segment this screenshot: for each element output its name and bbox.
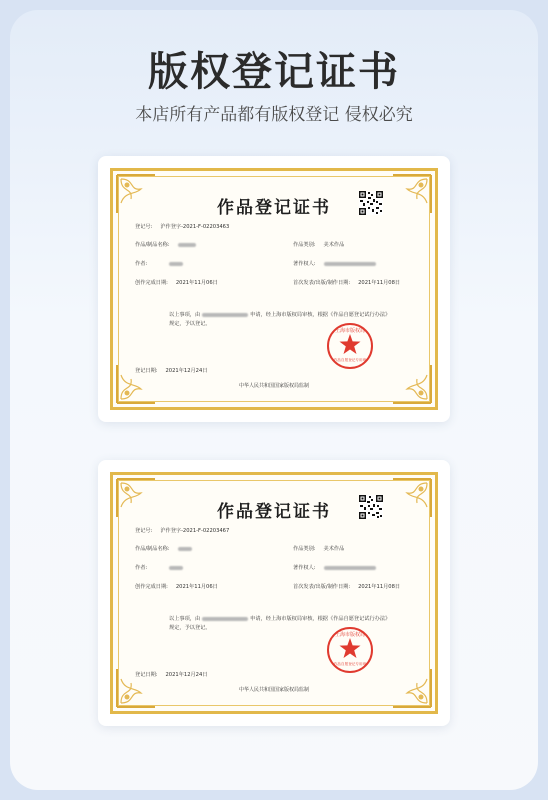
owner-label: 著作权人: <box>293 261 316 267</box>
author-label: 作者: <box>135 565 148 571</box>
reg-date-value: 2021年12月24日 <box>165 672 208 678</box>
reg-date-value: 2021年12月24日 <box>165 368 208 374</box>
created-label: 创作完成日期: <box>135 584 168 590</box>
reg-no-value: 沪作登字-2021-F-02203463 <box>160 224 230 230</box>
work-type-line <box>293 545 344 552</box>
author-line <box>135 564 183 571</box>
published-line <box>293 279 400 286</box>
reg-date-line <box>135 671 207 678</box>
certificate-footer: 中华人民共和国国家版权局监制 <box>238 687 309 693</box>
reg-date-line <box>135 367 207 374</box>
created-label: 创作完成日期: <box>135 280 168 286</box>
qr-code-icon <box>359 495 383 519</box>
published-line <box>293 583 400 590</box>
reg-no-line <box>135 527 229 534</box>
page-title: 版权登记证书 <box>148 49 400 95</box>
work-type-label: 作品类别: <box>293 242 316 248</box>
seal-text-top: 上海市版权局 <box>334 632 366 638</box>
work-type-line <box>293 241 344 248</box>
work-type-value: 美术作品 <box>323 242 345 248</box>
reg-date-label: 登记日期: <box>135 672 158 678</box>
seal-text-bottom: 作品自愿登记专用章 <box>333 662 367 666</box>
owner-line <box>293 564 376 571</box>
author-label: 作者: <box>135 261 148 267</box>
reg-no-line <box>135 223 229 230</box>
certificate-title: 作品登记证书 <box>217 502 331 522</box>
author-line <box>135 260 183 267</box>
work-name-label: 作品/制品名称: <box>135 546 170 552</box>
qr-code-icon <box>359 191 383 215</box>
reg-no-label: 登记号: <box>135 528 153 534</box>
owner-line <box>293 260 376 267</box>
seal-text-top: 上海市版权局 <box>334 328 366 334</box>
reg-date-label: 登记日期: <box>135 368 158 374</box>
redacted-work-name <box>178 243 196 247</box>
official-seal-icon <box>325 321 375 371</box>
redacted-owner <box>324 566 376 570</box>
created-line <box>135 279 218 286</box>
redacted-applicant <box>202 313 248 317</box>
published-value: 2021年11月08日 <box>358 280 401 286</box>
published-value: 2021年11月08日 <box>358 584 401 590</box>
created-line <box>135 583 218 590</box>
seal-text-bottom: 作品自愿登记专用章 <box>333 358 367 362</box>
published-label: 首次发表/出版/制作日期: <box>293 280 351 286</box>
work-name-line <box>135 545 192 552</box>
redacted-work-name <box>178 547 192 551</box>
work-type-label: 作品类别: <box>293 546 316 552</box>
redacted-author <box>169 566 183 570</box>
body-text: 申请，经上海市版权局审核，根据《作品自愿登记试行办法》规定，予以登记。 <box>169 616 388 631</box>
certificate-title: 作品登记证书 <box>217 198 331 218</box>
work-name-label: 作品/制品名称: <box>135 242 170 248</box>
redacted-author <box>169 262 183 266</box>
certificate <box>110 168 438 410</box>
page-subtitle: 本店所有产品都有版权登记 侵权必究 <box>135 105 413 125</box>
certificate-card <box>98 460 450 726</box>
owner-label: 著作权人: <box>293 565 316 571</box>
official-seal-icon <box>325 625 375 675</box>
body-text: 申请，经上海市版权局审核，根据《作品自愿登记试行办法》规定，予以登记。 <box>169 312 388 327</box>
created-value: 2021年11月06日 <box>175 280 218 286</box>
created-value: 2021年11月06日 <box>175 584 218 590</box>
redacted-applicant <box>202 617 248 621</box>
work-name-line <box>135 241 196 248</box>
work-type-value: 美术作品 <box>323 546 345 552</box>
redacted-owner <box>324 262 376 266</box>
reg-no-label: 登记号: <box>135 224 153 230</box>
published-label: 首次发表/出版/制作日期: <box>293 584 351 590</box>
certificate-card <box>98 156 450 422</box>
body-prefix: 以上事项，由 <box>169 616 201 622</box>
body-prefix: 以上事项，由 <box>169 312 201 318</box>
certificate-footer: 中华人民共和国国家版权局监制 <box>238 383 309 389</box>
certificate <box>110 472 438 714</box>
reg-no-value: 沪作登字-2021-F-02203467 <box>160 528 230 534</box>
